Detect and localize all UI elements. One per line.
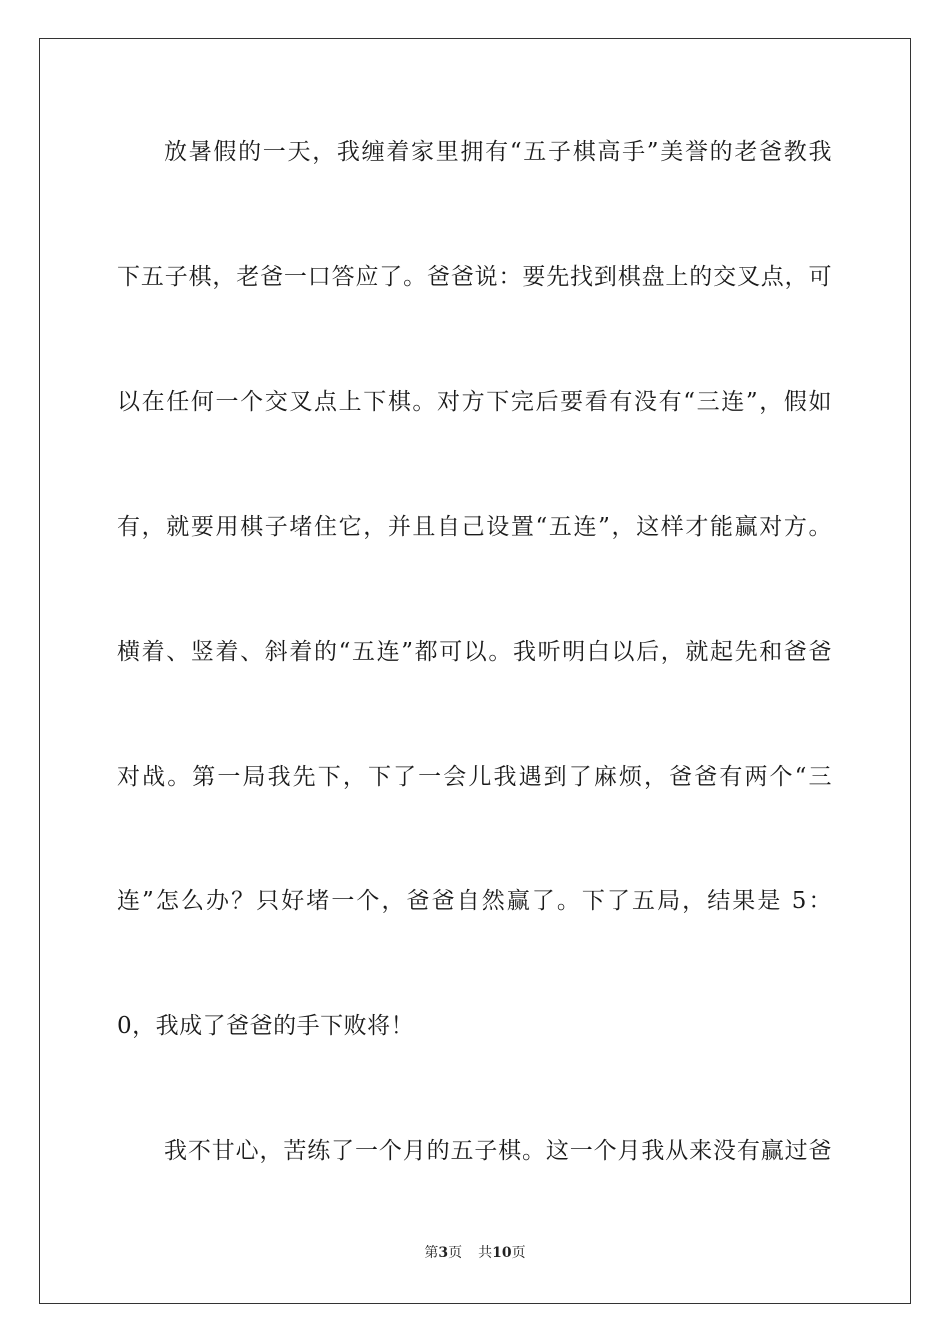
- paragraph-1-line-6: 对战。第一局我先下，下了一会儿我遇到了麻烦，爸爸有两个“三: [117, 764, 832, 790]
- page-prefix: 第: [424, 1245, 439, 1261]
- paragraph-1-line-1: 放暑假的一天，我缠着家里拥有“五子棋高手”美誉的老爸教我: [164, 139, 832, 165]
- total-pages: 10: [492, 1245, 512, 1261]
- paragraph-1-line-2: 下五子棋，老爸一口答应了。爸爸说：要先找到棋盘上的交叉点，可: [117, 264, 832, 290]
- page-suffix: 页: [448, 1245, 463, 1261]
- page-border: [39, 38, 911, 1304]
- paragraph-1-line-7: 连”怎么办？只好堵一个，爸爸自然赢了。下了五局，结果是 5：: [117, 888, 832, 914]
- paragraph-1-line-8: 0，我成了爸爸的手下败将！: [117, 1013, 415, 1039]
- total-prefix: 共: [478, 1245, 493, 1261]
- paragraph-2-line-1: 我不甘心，苦练了一个月的五子棋。这一个月我从来没有赢过爸: [164, 1138, 832, 1164]
- page-footer: [0, 1244, 950, 1262]
- paragraph-1-line-5: 横着、竖着、斜着的“五连”都可以。我听明白以后，就起先和爸爸: [117, 639, 832, 665]
- paragraph-1-line-3: 以在任何一个交叉点上下棋。对方下完后要看有没有“三连”，假如: [117, 389, 832, 415]
- page-number: 3: [438, 1245, 449, 1261]
- paragraph-1-line-4: 有，就要用棋子堵住它，并且自己设置“五连”，这样才能赢对方。: [117, 514, 832, 540]
- total-suffix: 页: [511, 1245, 526, 1261]
